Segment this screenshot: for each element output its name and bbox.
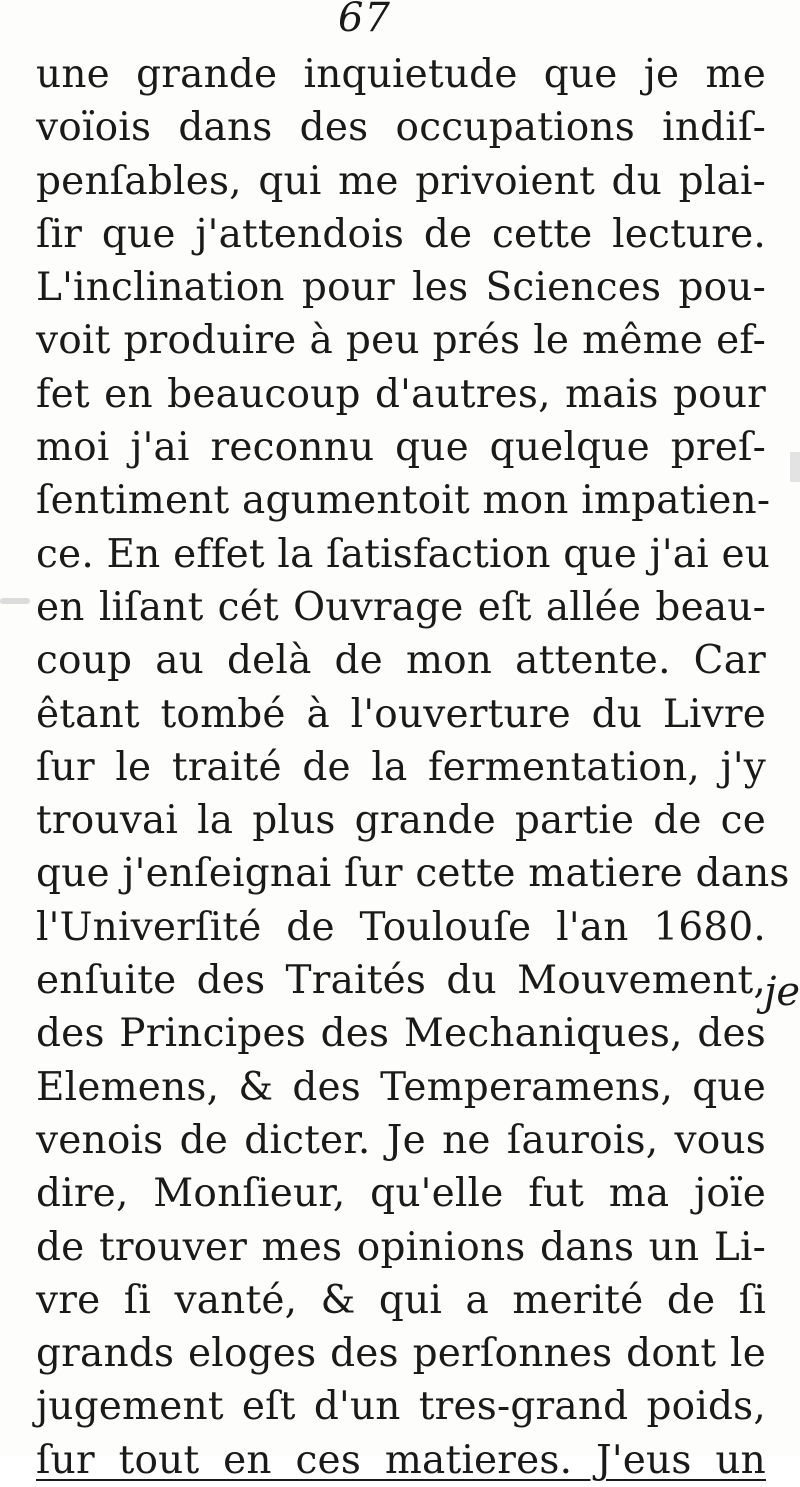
text-line: êtant tombé à l'ouverture du Livre — [36, 691, 766, 737]
text-line-last: ſur tout en ces matieres. J'eus un — [36, 1437, 766, 1483]
text-line: grands eloges des perſonnes dont le — [36, 1331, 766, 1377]
text-line: vre ſi vanté, & qui a merité de ſi — [36, 1277, 766, 1323]
text-line: voit produire à peu prés le même ef- — [36, 318, 766, 364]
text-line: ſentiment agumentoit mon impatien- — [36, 478, 771, 524]
text-line: enſuite des Traités du Mouvement, — [36, 958, 766, 1004]
text-line: trouvai la plus grande partie de ce — [36, 798, 766, 844]
text-line: des Principes des Mechaniques, des — [36, 1011, 766, 1057]
edge-mark — [790, 452, 800, 482]
text-line: moi j'ai reconnu que quelque preſ- — [36, 425, 766, 471]
text-line: en liſant cét Ouvrage eſt allée beau- — [36, 584, 766, 630]
text-line: penſables, qui me privoient du plai- — [36, 158, 766, 204]
text-line: l'Univerſité de Toulouſe l'an 1680. — [36, 904, 766, 950]
paper-speck — [0, 598, 30, 604]
text-line: jugement eſt d'un tres-grand poids, — [36, 1384, 766, 1430]
text-line: dire, Monſieur, qu'elle fut ma joïe — [36, 1171, 766, 1217]
text-line: fet en beaucoup d'autres, mais pour — [36, 371, 766, 417]
text-line: voïois dans des occupations indiſ- — [36, 105, 766, 151]
text-line: ce. En effet la ſatisfaction que j'ai eu — [36, 531, 771, 577]
text-line: coup au delà de mon attente. Car — [36, 638, 766, 684]
text-line: que j'enſeignai ſur cette matiere dans — [36, 851, 790, 897]
text-line: L'inclination pour les Sciences pou- — [36, 265, 766, 311]
text-line: ſur le traité de la fermentation, j'y — [36, 744, 766, 790]
margin-glyph: je — [764, 969, 800, 1015]
text-line: venois de dicter. Je ne ſaurois, vous — [36, 1117, 766, 1163]
text-line: de trouver mes opinions dans un Li- — [36, 1224, 766, 1270]
page-number: 67 — [338, 0, 391, 41]
text-line: une grande inquietude que je me — [36, 52, 766, 97]
text-line: Elemens, & des Temperamens, que — [36, 1064, 766, 1110]
text-line: ſir que j'attendois de cette lecture. — [36, 211, 766, 257]
body-text — [36, 48, 790, 1487]
